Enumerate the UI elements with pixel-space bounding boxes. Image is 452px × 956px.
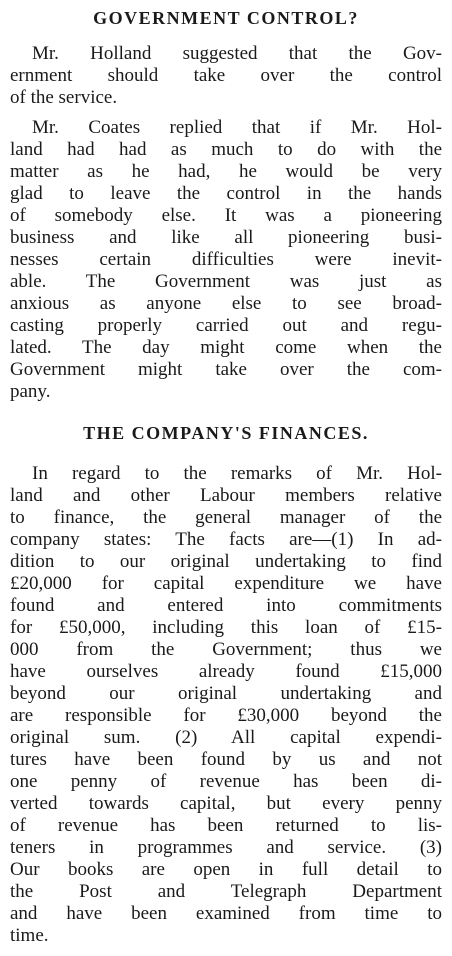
text-line: Our books are open in full detail to: [10, 859, 442, 880]
text-line: of the service.: [10, 87, 118, 108]
text-line: dition to our original undertaking to find: [10, 551, 442, 572]
text-line: Mr. Coates replied that if Mr. Hol-: [32, 117, 442, 138]
text-line: glad to leave the control in the hands: [10, 183, 442, 204]
heading-government-control: GOVERNMENT CONTROL?: [93, 8, 359, 28]
text-line: Mr. Holland suggested that the Gov-: [32, 43, 442, 64]
text-line: casting properly carried out and regu-: [10, 315, 442, 336]
text-line: company states: The facts are—(1) In ad-: [10, 529, 442, 550]
text-line: tures have been found by us and not: [10, 749, 442, 770]
text-line: of revenue has been returned to lis-: [10, 815, 442, 836]
text-line: ernment should take over the control: [10, 65, 442, 86]
heading-company-finances: THE COMPANY'S FINANCES.: [83, 423, 369, 443]
text-line: are responsible for £30,000 beyond the: [10, 705, 442, 726]
text-line: able. The Government was just as: [10, 271, 442, 292]
text-line: time.: [10, 925, 49, 946]
text-line: In regard to the remarks of Mr. Hol-: [32, 463, 442, 484]
text-line: the Post and Telegraph Department: [10, 881, 442, 902]
text-line: 000 from the Government; thus we: [10, 639, 442, 660]
text-line: found and entered into commitments: [10, 595, 442, 616]
text-line: Government might take over the com-: [10, 359, 442, 380]
text-line: £20,000 for capital expenditure we have: [10, 573, 442, 594]
text-line: lated. The day might come when the: [10, 337, 442, 358]
text-line: matter as he had, he would be very: [10, 161, 442, 182]
text-line: have ourselves already found £15,000: [10, 661, 442, 682]
text-line: nesses certain difficulties were inevit-: [10, 249, 442, 270]
text-line: land had had as much to do with the: [10, 139, 442, 160]
text-line: verted towards capital, but every penny: [10, 793, 442, 814]
text-line: land and other Labour members relative: [10, 485, 442, 506]
text-line: teners in programmes and service. (3): [10, 837, 442, 858]
text-line: beyond our original undertaking and: [10, 683, 442, 704]
text-line: for £50,000, including this loan of £15-: [10, 617, 442, 638]
text-line: and have been examined from time to: [10, 903, 442, 924]
text-line: to finance, the general manager of the: [10, 507, 442, 528]
text-line: anxious as anyone else to see broad-: [10, 293, 442, 314]
text-line: one penny of revenue has been di-: [10, 771, 442, 792]
text-line: of somebody else. It was a pioneering: [10, 205, 442, 226]
text-line: business and like all pioneering busi-: [10, 227, 442, 248]
text-line: original sum. (2) All capital expendi-: [10, 727, 442, 748]
text-line: pany.: [10, 381, 51, 402]
